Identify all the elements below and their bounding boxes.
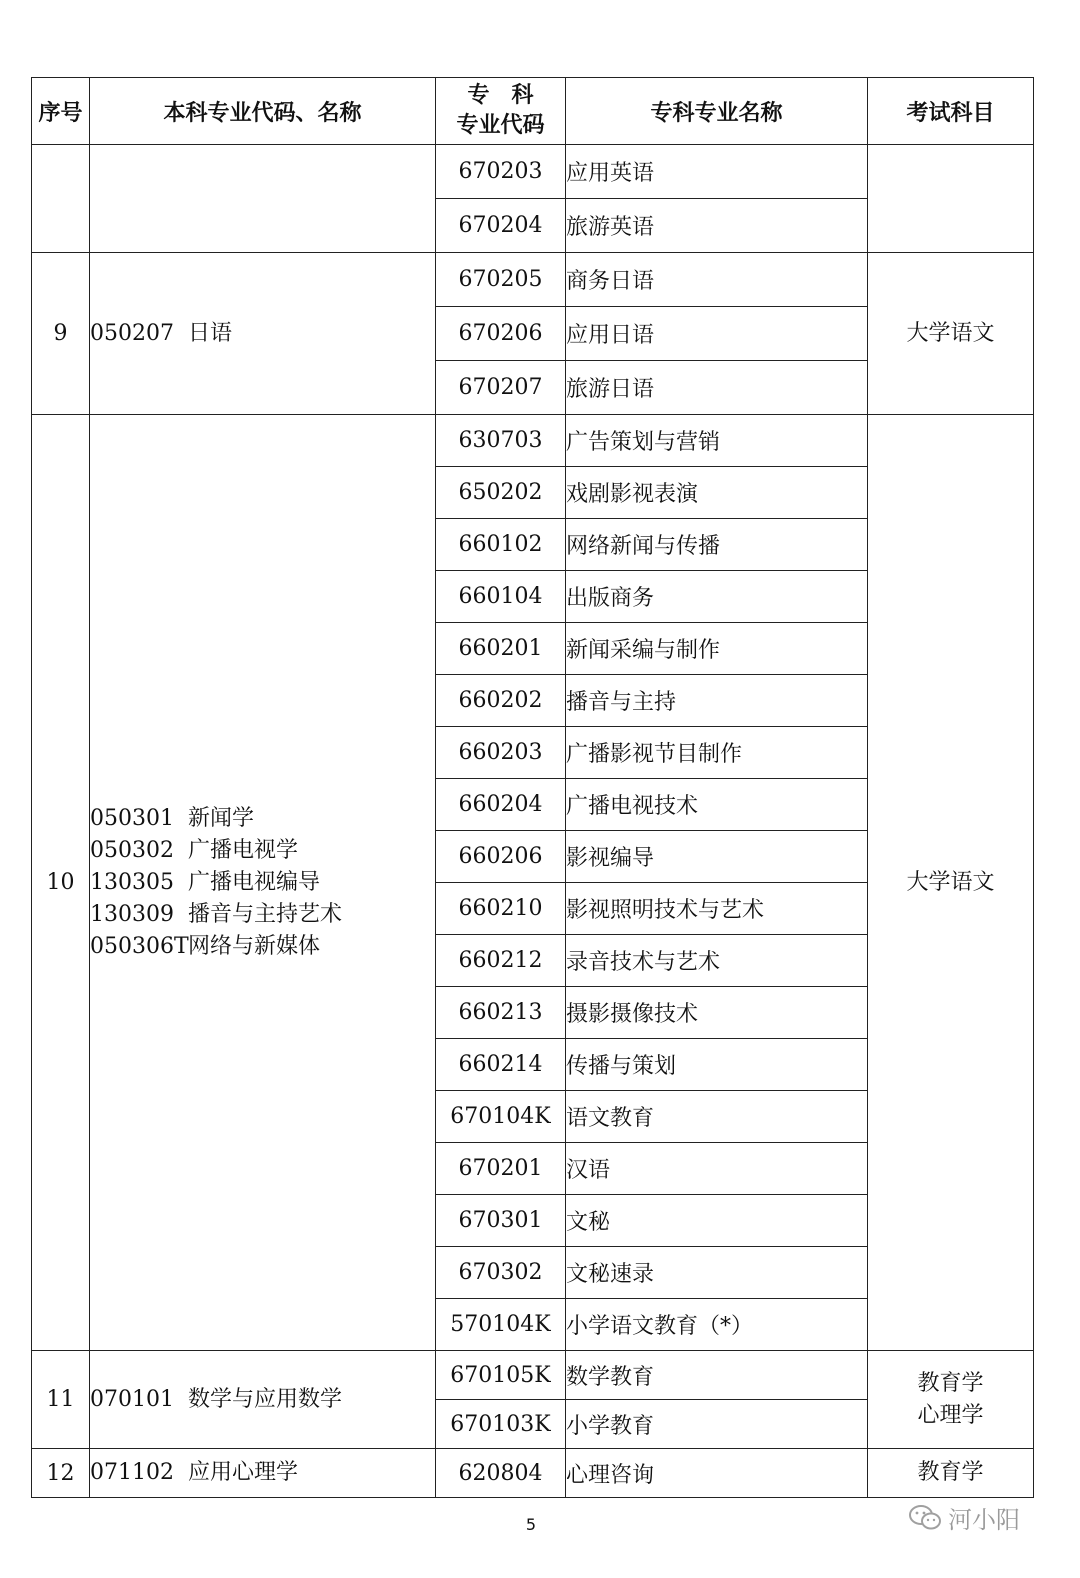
undergrad-code: 130309 bbox=[90, 901, 174, 927]
name-cell: 传播与策划 bbox=[566, 1039, 868, 1091]
undergrad-code: 130305 bbox=[90, 869, 174, 895]
name-cell: 应用日语 bbox=[566, 307, 868, 361]
undergrad-name: 广播电视学 bbox=[188, 837, 299, 863]
header-name: 专科专业名称 bbox=[566, 78, 868, 145]
name-cell: 应用英语 bbox=[566, 145, 868, 199]
code-cell: 650202 bbox=[436, 467, 566, 519]
name-cell: 网络新闻与传播 bbox=[566, 519, 868, 571]
code-cell: 670105K bbox=[436, 1351, 566, 1400]
wechat-icon bbox=[908, 1504, 942, 1532]
name-cell: 汉语 bbox=[566, 1143, 868, 1195]
seq-cell: 9 bbox=[32, 253, 90, 415]
undergrad-name: 日语 bbox=[188, 320, 233, 346]
seq-cell bbox=[32, 145, 90, 253]
undergrad-major bbox=[90, 1384, 435, 1416]
name-cell: 小学语文教育（*） bbox=[566, 1299, 868, 1351]
table-row bbox=[32, 253, 1034, 307]
code-cell: 670103K bbox=[436, 1400, 566, 1449]
header-code bbox=[436, 78, 566, 145]
table-row bbox=[32, 1351, 1034, 1400]
name-cell: 戏剧影视表演 bbox=[566, 467, 868, 519]
header-undergrad: 本科专业代码、名称 bbox=[90, 78, 436, 145]
undergrad-cell bbox=[90, 415, 436, 1351]
undergrad-code: 070101 bbox=[90, 1386, 174, 1412]
table-row bbox=[32, 415, 1034, 467]
code-cell: 660213 bbox=[436, 987, 566, 1039]
code-cell: 670206 bbox=[436, 307, 566, 361]
undergrad-code: 050301 bbox=[90, 805, 174, 831]
name-cell: 出版商务 bbox=[566, 571, 868, 623]
undergrad-name: 数学与应用数学 bbox=[188, 1386, 343, 1412]
undergrad-cell bbox=[90, 1351, 436, 1449]
name-cell: 心理咨询 bbox=[566, 1449, 868, 1498]
undergrad-name: 新闻学 bbox=[188, 805, 255, 831]
code-cell: 660104 bbox=[436, 571, 566, 623]
name-cell: 影视编导 bbox=[566, 831, 868, 883]
name-cell: 新闻采编与制作 bbox=[566, 623, 868, 675]
code-cell: 660201 bbox=[436, 623, 566, 675]
undergrad-code: 050302 bbox=[90, 837, 174, 863]
name-cell: 录音技术与艺术 bbox=[566, 935, 868, 987]
exam-line: 心理学 bbox=[917, 1402, 984, 1428]
undergrad-code: 050207 bbox=[90, 320, 174, 346]
code-cell: 670204 bbox=[436, 199, 566, 253]
undergrad-name: 网络与新媒体 bbox=[188, 933, 321, 959]
undergrad-major bbox=[90, 867, 435, 899]
exam-cell: 大学语文 bbox=[868, 415, 1034, 1351]
undergrad-code: 050306T bbox=[90, 933, 189, 959]
undergrad-name: 广播电视编导 bbox=[188, 869, 321, 895]
table-row bbox=[32, 145, 1034, 199]
watermark bbox=[908, 1500, 1020, 1535]
code-cell: 670301 bbox=[436, 1195, 566, 1247]
seq-cell: 11 bbox=[32, 1351, 90, 1449]
code-cell: 670205 bbox=[436, 253, 566, 307]
name-cell: 文秘速录 bbox=[566, 1247, 868, 1299]
code-cell: 670302 bbox=[436, 1247, 566, 1299]
undergrad-cell bbox=[90, 145, 436, 253]
name-cell: 数学教育 bbox=[566, 1351, 868, 1400]
name-cell: 广播影视节目制作 bbox=[566, 727, 868, 779]
watermark-text: 河小阳 bbox=[948, 1506, 1020, 1534]
header-row bbox=[32, 78, 1034, 145]
code-cell: 660206 bbox=[436, 831, 566, 883]
header-exam: 考试科目 bbox=[868, 78, 1034, 145]
name-cell: 旅游日语 bbox=[566, 361, 868, 415]
undergrad-major bbox=[90, 803, 435, 835]
undergrad-name: 播音与主持艺术 bbox=[188, 901, 343, 927]
undergrad-major bbox=[90, 318, 435, 350]
name-cell: 语文教育 bbox=[566, 1091, 868, 1143]
undergrad-major bbox=[90, 1457, 435, 1489]
name-cell: 小学教育 bbox=[566, 1400, 868, 1449]
undergrad-cell bbox=[90, 253, 436, 415]
code-cell: 660212 bbox=[436, 935, 566, 987]
exam-line: 教育学 bbox=[917, 1370, 984, 1396]
name-cell: 播音与主持 bbox=[566, 675, 868, 727]
seq-cell: 10 bbox=[32, 415, 90, 1351]
undergrad-name: 应用心理学 bbox=[188, 1460, 299, 1485]
name-cell: 摄影摄像技术 bbox=[566, 987, 868, 1039]
code-cell: 670201 bbox=[436, 1143, 566, 1195]
name-cell: 广告策划与营销 bbox=[566, 415, 868, 467]
undergrad-major bbox=[90, 931, 435, 963]
code-cell: 620804 bbox=[436, 1449, 566, 1498]
table-row bbox=[32, 1449, 1034, 1498]
undergrad-major bbox=[90, 899, 435, 931]
code-cell: 660102 bbox=[436, 519, 566, 571]
code-cell: 670104K bbox=[436, 1091, 566, 1143]
name-cell: 广播电视技术 bbox=[566, 779, 868, 831]
header-code-line2: 专业代码 bbox=[456, 113, 545, 138]
majors-table bbox=[31, 77, 1034, 1498]
code-cell: 570104K bbox=[436, 1299, 566, 1351]
code-cell: 660203 bbox=[436, 727, 566, 779]
exam-cell bbox=[868, 145, 1034, 253]
code-cell: 660214 bbox=[436, 1039, 566, 1091]
undergrad-major bbox=[90, 835, 435, 867]
page-number: 5 bbox=[525, 1515, 537, 1534]
header-seq: 序号 bbox=[32, 78, 90, 145]
code-cell: 630703 bbox=[436, 415, 566, 467]
exam-cell: 大学语文 bbox=[868, 253, 1034, 415]
code-cell: 660204 bbox=[436, 779, 566, 831]
name-cell: 文秘 bbox=[566, 1195, 868, 1247]
header-code-line1: 专 科 bbox=[467, 83, 534, 108]
code-cell: 660202 bbox=[436, 675, 566, 727]
code-cell: 660210 bbox=[436, 883, 566, 935]
name-cell: 影视照明技术与艺术 bbox=[566, 883, 868, 935]
undergrad-code: 071102 bbox=[90, 1460, 174, 1485]
name-cell: 商务日语 bbox=[566, 253, 868, 307]
name-cell: 旅游英语 bbox=[566, 199, 868, 253]
undergrad-cell bbox=[90, 1449, 436, 1498]
seq-cell: 12 bbox=[32, 1449, 90, 1498]
exam-cell bbox=[868, 1351, 1034, 1449]
exam-cell: 教育学 bbox=[868, 1449, 1034, 1498]
code-cell: 670207 bbox=[436, 361, 566, 415]
code-cell: 670203 bbox=[436, 145, 566, 199]
